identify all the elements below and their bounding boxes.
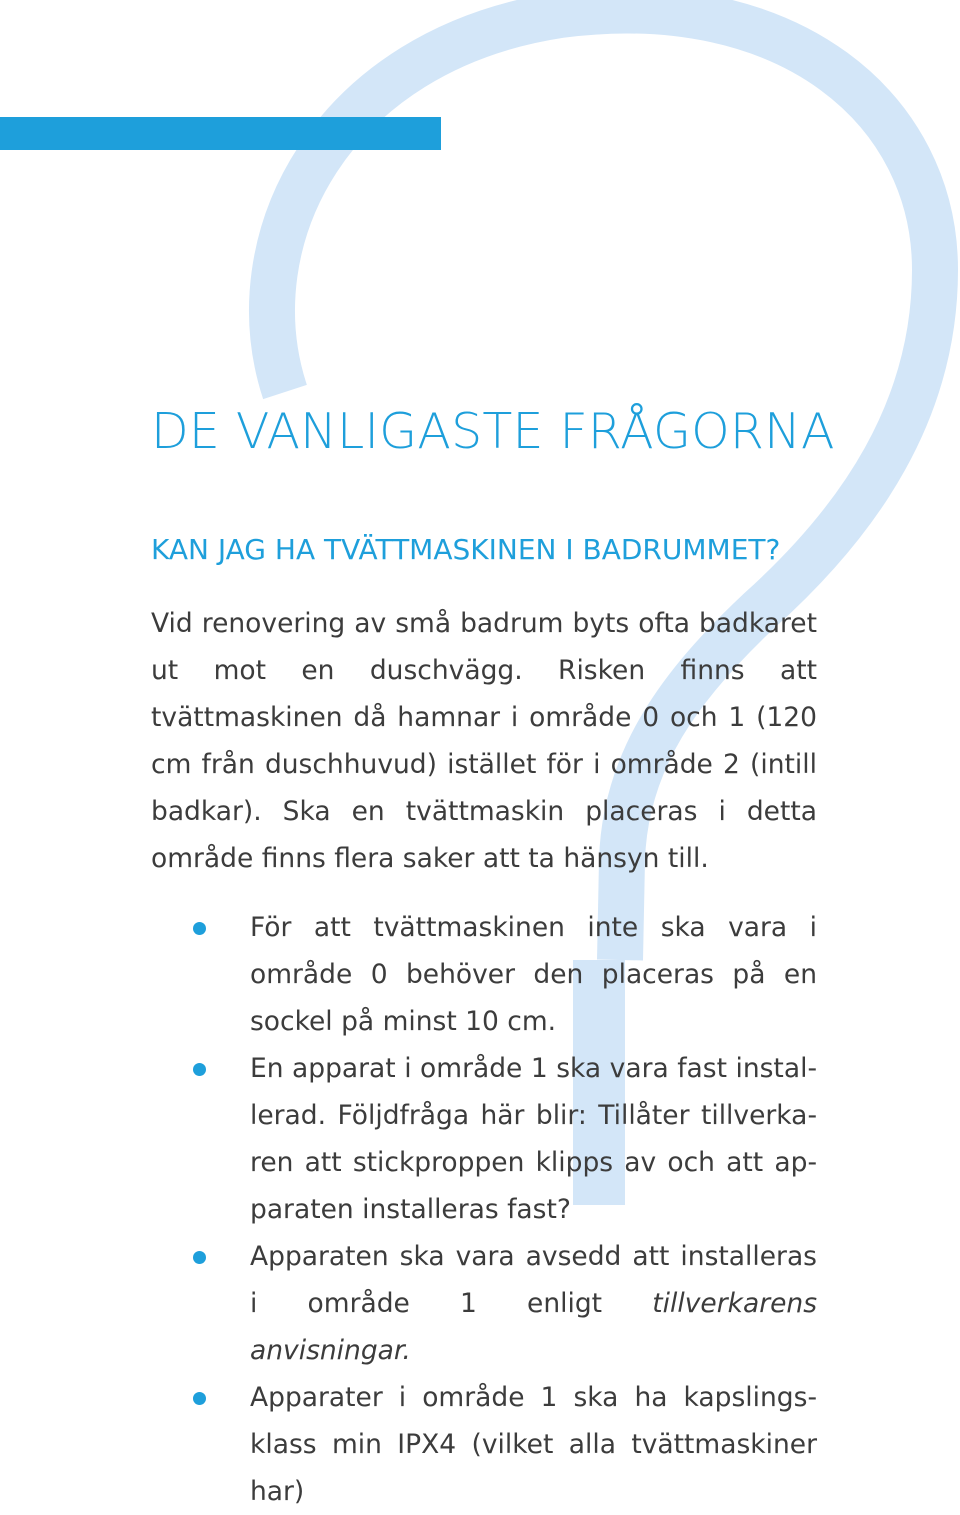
list-item bbox=[250, 1233, 817, 1374]
list-item bbox=[250, 904, 817, 1045]
bullet-dot-icon bbox=[193, 1392, 206, 1405]
list-item-text: För att tvättmaskinen inte ska vara i område 0 behöver den placeras på en sockel på minst 10 cm. bbox=[250, 912, 817, 1037]
accent-bar bbox=[0, 117, 441, 150]
list-item-text: En apparat i område 1 ska vara fast installerad. Följdfråga här blir: Tillåter tillverkaren att stickproppen klipps av och att apparaten installeras fast? bbox=[250, 1053, 817, 1225]
list-item-text: Apparaten ska vara avsedd att installeras i område 1 enligt bbox=[250, 1241, 817, 1319]
bullet-dot-icon bbox=[193, 1251, 206, 1264]
list-item-emphasis: tillverkarens anvisningar. bbox=[250, 1288, 817, 1366]
page-title: DE VANLIGASTE FRÅGORNA bbox=[151, 403, 835, 460]
list-item bbox=[250, 1374, 817, 1515]
list-item-text: Apparater i område 1 ska ha kapslingsklass min IPX4 (vilket alla tvättmaskiner har) bbox=[250, 1382, 817, 1507]
intro-paragraph: Vid renovering av små badrum byts ofta badkaret ut mot en duschvägg. Risken finns att tvättmaskinen då hamnar i område 0 och 1 (120 cm från duschhuvud) istället för i område 2 (intill badkar). Ska en tvättmaskin placeras i detta område finns flera saker att ta hänsyn till. bbox=[151, 608, 817, 874]
bullet-list bbox=[250, 904, 817, 1515]
list-item bbox=[250, 1045, 817, 1233]
question-heading: KAN JAG HA TVÄTTMASKINEN I BADRUMMET? bbox=[151, 533, 781, 566]
bullet-dot-icon bbox=[193, 922, 206, 935]
bullet-dot-icon bbox=[193, 1063, 206, 1076]
